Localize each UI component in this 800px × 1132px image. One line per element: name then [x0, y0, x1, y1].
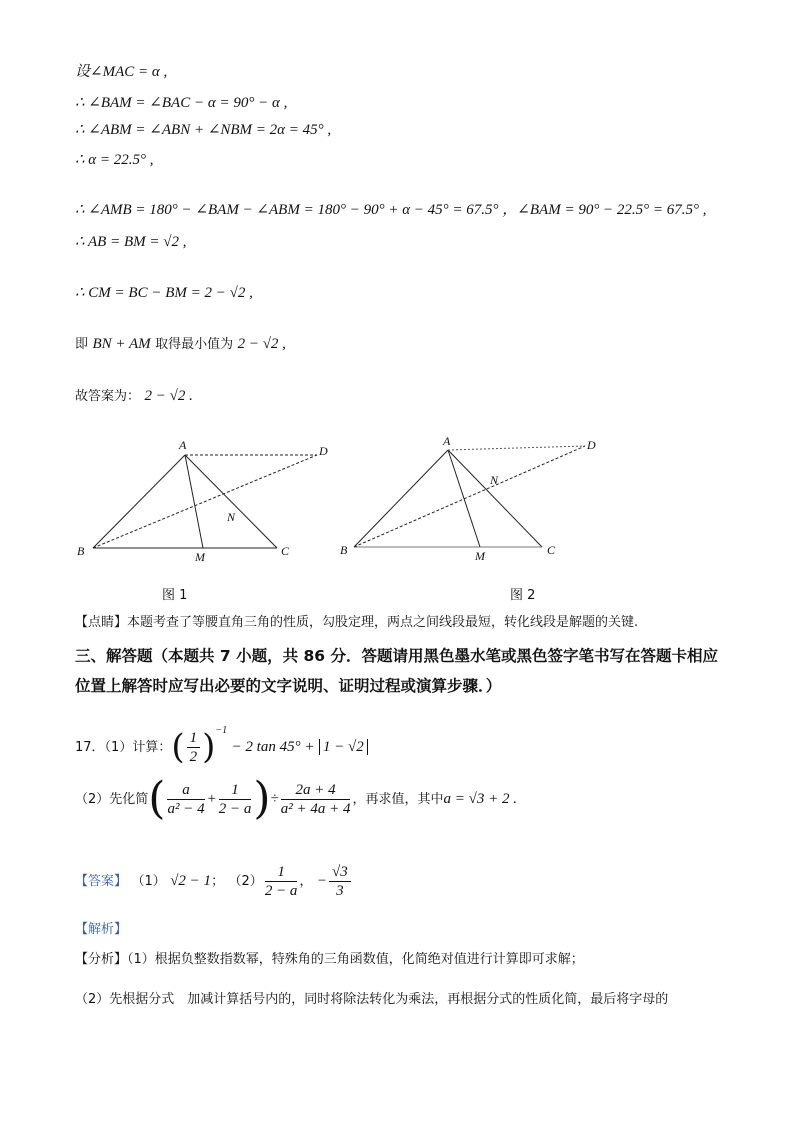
- answer-3-fraction: $\frac{√3}{3}$: [329, 863, 351, 900]
- answer-1: √2 − 1: [170, 873, 212, 889]
- expression-bn-am: BN + AM: [92, 336, 151, 352]
- label-n: N: [227, 510, 236, 524]
- figure-1-caption: 图 1: [162, 588, 188, 603]
- analysis-line-1: 【分析】（1）根据负整数指数幂，特殊角的三角函数值，化简绝对值进行计算即可求解；: [75, 952, 584, 967]
- label-n: N: [490, 473, 499, 487]
- given-value: a = √3 + 2 .: [443, 791, 517, 807]
- minimum-value: 2 − √2 ,: [237, 336, 286, 352]
- fraction-1-over-2-a: $\frac{1}{2 - a}$: [218, 781, 252, 817]
- label-b: B: [340, 543, 348, 557]
- label-c: C: [281, 544, 290, 558]
- analysis-line-2: （2）先根据分式 加减计算括号内的，同时将除法转化为乘法，再根据分式的性质化简，最后将字母的: [75, 992, 669, 1007]
- figure-1: [77, 435, 335, 570]
- figure-2: [340, 432, 600, 567]
- section-heading-line-2: 位置上解答时应写出必要的文字说明、证明过程或演算步骤．）: [75, 677, 502, 695]
- label-d: D: [587, 438, 596, 452]
- dianjing-note: 【点睛】本题考查了等腰直角三角的性质，勾股定理，两点之间线段最短，转化线段是解题的关键.: [75, 615, 639, 630]
- label-m: M: [475, 549, 485, 563]
- solution-line-6: ∴ AB = BM = √2 ,: [75, 234, 187, 250]
- solution-line-1: 设∠MAC = α ,: [75, 64, 168, 80]
- jiexi-tag: 【解析】: [75, 922, 128, 937]
- solution-line-7: ∴ CM = BC − BM = 2 − √2 ,: [75, 285, 253, 301]
- label-a: A: [179, 438, 187, 452]
- label-m: M: [195, 550, 205, 564]
- question-17-part-2: （2）先化简( $\frac{a}{\text{a² − 4}}$ + $\frac{1}{2 - a}$ )÷ $\frac{2a + 4}{\text{a² + 4a + 4}}$ ，再求值，其中a = √3 + 2 .: [75, 773, 517, 824]
- solution-line-2: ∴ ∠BAM = ∠BAC − α = 90° − α ,: [75, 95, 288, 111]
- label-b: B: [77, 544, 85, 558]
- solution-line-5: ∴ ∠AMB = 180° − ∠BAM − ∠ABM = 180° − 90° + α − 45° = 67.5° ，∠BAM = 90° − 22.5° = 67.5° ,: [75, 202, 707, 218]
- answer-2-fraction: $\frac{1}{2 - a}$: [264, 863, 298, 899]
- answer-line: 故答案为： 2 − √2 .: [75, 388, 193, 404]
- fraction-2a4-over-quadratic: $\frac{2a + 4}{\text{a² + 4a + 4}}$: [280, 781, 351, 817]
- question-17-part-1: 17．（1）计算：( $\frac{1}{2}$ )$^{-1}$ − 2 tan 45° + 1 − √2: [75, 712, 368, 767]
- label-d: D: [319, 444, 328, 458]
- section-heading-line-1: 三、解答题（本题共 7 小题，共 86 分．答题请用黑色墨水笔或黑色签字笔书写在答题卡相应: [75, 647, 718, 665]
- label-a: A: [443, 434, 451, 448]
- label-c: C: [547, 543, 556, 557]
- answer-tag: 【答案】: [75, 874, 128, 889]
- solution-line-8: 即 BN + AM 取得最小值为 2 − √2 ,: [75, 336, 286, 352]
- absolute-value: 1 − √2: [319, 739, 368, 755]
- fraction-a-over-a2-4: $\frac{a}{\text{a² − 4}}$: [167, 781, 205, 817]
- figure-2-caption: 图 2: [510, 588, 536, 603]
- solution-line-4: ∴ α = 22.5° ,: [75, 152, 154, 168]
- answer-section: 【答案】 （1） √2 − 1； （2） $\frac{1}{2 - a}$ ， − $\frac{√3}{3}$: [75, 858, 353, 905]
- fraction-one-half: $\frac{1}{2}$: [187, 729, 201, 766]
- solution-line-3: ∴ ∠ABM = ∠ABN + ∠NBM = 2α = 45° ,: [75, 122, 332, 138]
